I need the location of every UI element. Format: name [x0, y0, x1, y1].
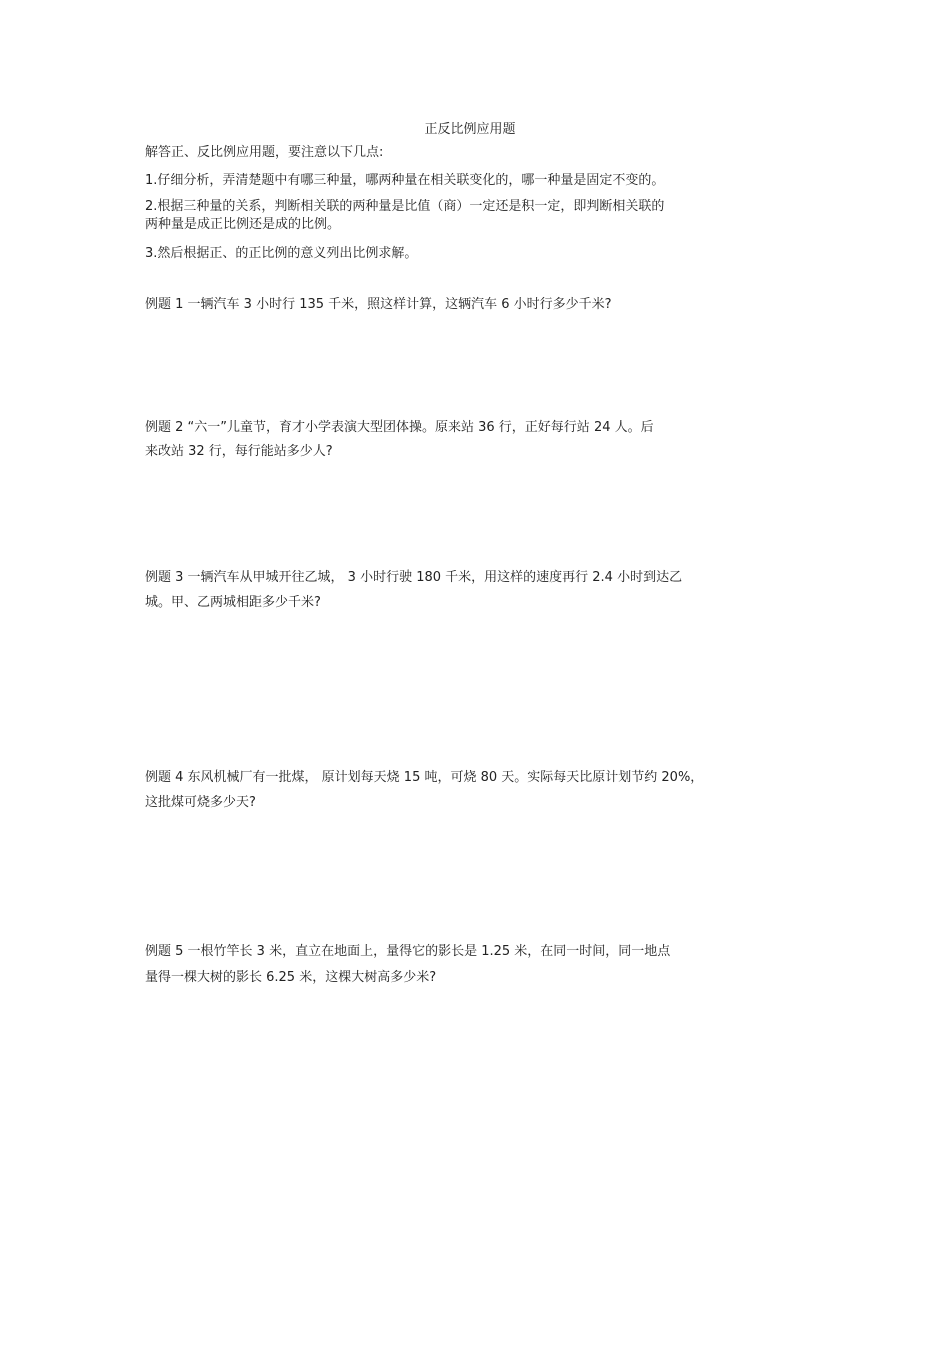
intro-text: 解答正、反比例应用题，要注意以下几点:: [145, 145, 384, 160]
point-1: 1.仔细分析，弄清楚题中有哪三种量，哪两种量在相关联变化的，哪一种量是固定不变的。: [145, 173, 665, 188]
point-3: 3.然后根据正、的正比例的意义列出比例求解。: [145, 246, 418, 261]
example-3-line-1: 例题 3 一辆汽车从甲城开往乙城， 3 小时行驶 180 千米，用这样的速度再行 2.4 小时到达乙: [145, 570, 683, 585]
example-4-line-2: 这批煤可烧多少天?: [145, 795, 256, 810]
example-5-line-1: 例题 5 一根竹竿长 3 米，直立在地面上，量得它的影长是 1.25 米，在同一时间，同一地点: [145, 944, 671, 959]
point-2-continued: 两种量是成正比例还是成的比例。: [145, 217, 341, 232]
example-2-line-2: 来改站 32 行，每行能站多少人?: [145, 444, 333, 459]
example-2-line-1: 例题 2 “六一”儿童节，育才小学表演大型团体操。原来站 36 行，正好每行站 24 人。后: [145, 420, 654, 435]
example-4-line-1: 例题 4 东风机械厂有一批煤， 原计划每天烧 15 吨，可烧 80 天。实际每天比原计划节约 20%，: [145, 770, 704, 785]
point-2: 2.根据三种量的关系，判断相关联的两种量是比值（商）一定还是积一定，即判断相关联的: [145, 199, 665, 214]
page-title: 正反比例应用题: [424, 122, 516, 137]
example-3-line-2: 城。甲、乙两城相距多少千米?: [145, 595, 321, 610]
example-1-line-1: 例题 1 一辆汽车 3 小时行 135 千米，照这样计算，这辆汽车 6 小时行多少千米?: [145, 297, 612, 312]
example-5-line-2: 量得一棵大树的影长 6.25 米，这棵大树高多少米?: [145, 970, 437, 985]
